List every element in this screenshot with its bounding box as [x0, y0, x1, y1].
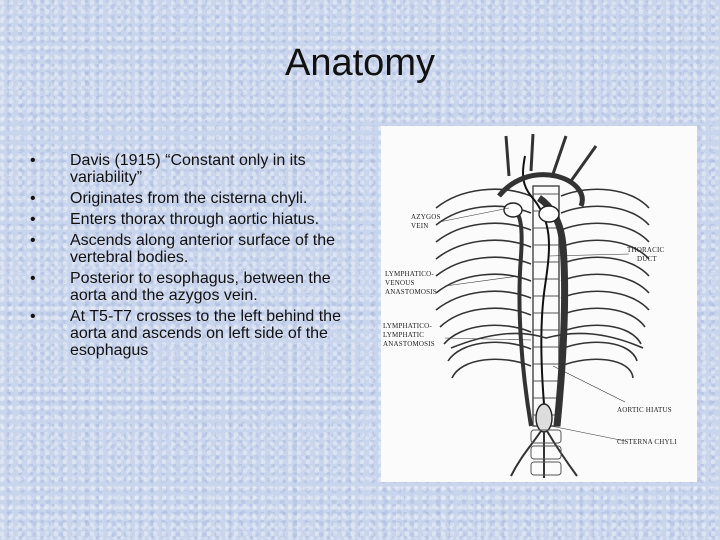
bullet-text: Enters thorax through aortic hiatus.	[70, 211, 320, 228]
label-lv-2: VENOUS	[385, 279, 415, 287]
rib	[561, 274, 649, 293]
bullet-list	[30, 152, 360, 363]
label-lv-1: LYMPHATICO-	[385, 270, 434, 278]
rib	[436, 291, 531, 310]
bullet-text: Originates from the cisterna chyli.	[70, 190, 308, 207]
thoracic-duct-illustration	[381, 126, 697, 482]
bullet-item	[30, 308, 360, 359]
bullet-text: Davis (1915) “Constant only in its variability”	[70, 152, 306, 186]
rib	[561, 223, 649, 242]
rib	[561, 342, 637, 361]
rib	[561, 308, 645, 327]
rib	[436, 274, 531, 293]
label-cisterna-chyli: CISTERNA CHYLI	[617, 438, 677, 446]
bullet-item	[30, 152, 360, 186]
bullet-item	[30, 270, 360, 304]
slide-title: Anatomy	[285, 42, 435, 84]
bullet-item	[30, 232, 360, 266]
rib	[561, 189, 649, 208]
bullet-item	[30, 190, 360, 207]
lumbar-vertebrae	[531, 430, 561, 475]
cisterna-chyli-shape	[536, 404, 552, 432]
bullet-text: Ascends along anterior surface of the vertebral bodies.	[70, 232, 336, 266]
label-ll-3: ANASTOMOSIS	[383, 340, 435, 348]
bullet-dot: •	[30, 232, 36, 249]
bullet-text: Posterior to esophagus, between the aorta and the azygos vein.	[70, 270, 331, 304]
vertebral-bodies	[533, 194, 559, 415]
bullet-dot: •	[30, 270, 36, 287]
bullet-text: At T5-T7 crosses to the left behind the aorta and ascends on left side of the esophagus	[70, 308, 341, 359]
azygos-vein	[509, 204, 531, 426]
rib	[440, 308, 531, 327]
rib	[444, 325, 531, 344]
arch-vessel	[504, 203, 522, 217]
rib	[561, 206, 649, 225]
label-thoracic-2: DUCT	[637, 255, 657, 263]
rib	[561, 291, 649, 310]
rib	[452, 359, 531, 378]
label-azygos-2: VEIN	[411, 222, 429, 230]
bullet-dot: •	[30, 211, 36, 228]
lumbar-trunks	[511, 431, 577, 478]
bullet-dot: •	[30, 152, 36, 169]
label-ll-2: LYMPHATIC	[383, 331, 425, 339]
rib	[436, 257, 531, 276]
bullet-item	[30, 211, 360, 228]
label-lv-3: ANASTOMOSIS	[385, 288, 437, 296]
rib	[436, 223, 531, 242]
label-azygos-1: AZYGOS	[411, 213, 441, 221]
bullet-dot: •	[30, 308, 36, 325]
rib	[436, 240, 531, 259]
bullet-dot: •	[30, 190, 36, 207]
label-thoracic-1: THORACIC	[627, 246, 665, 254]
label-ll-1: LYMPHATICO-	[383, 322, 432, 330]
arch-vessel	[539, 206, 559, 222]
lumbar-vertebra	[531, 462, 561, 475]
label-aortic-hiatus: AORTIC HIATUS	[617, 406, 672, 414]
anatomy-drawing	[381, 126, 697, 482]
diaphragm	[451, 333, 643, 348]
rib	[561, 257, 649, 276]
